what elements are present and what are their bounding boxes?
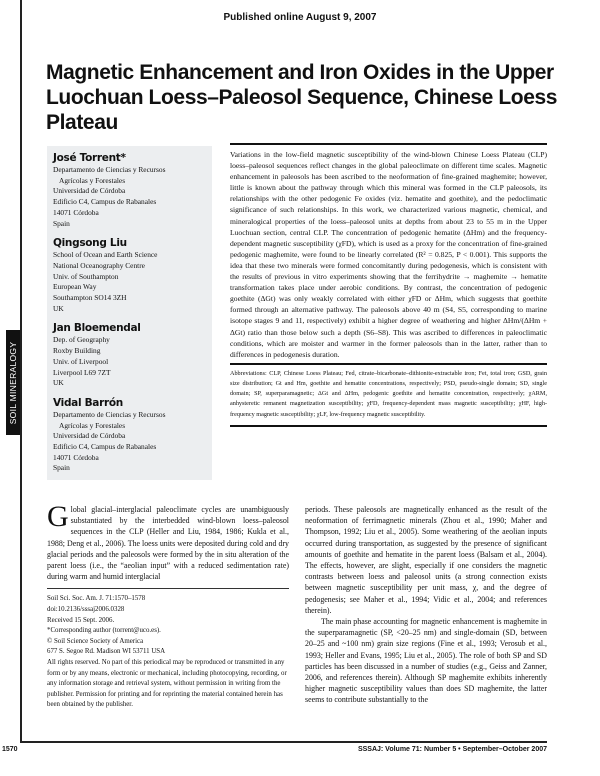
- author-affiliation-line: Spain: [53, 218, 70, 228]
- abbreviations: Abbreviations: CLP, Chinese Loess Plateau; Fed, citrate–bicarbonate–dithionite-extractable iron; Fet, total iron; GSD, grain size distribution; Gt and Hm, goethite and hematite concentrations, respectively; PSD, pseudo-single domain; SD, single domain; SP, superparamagnetic; ΔGt and ΔHm, pedogenic goethite and hematite concentration, respectively; χARM, anhysteretic remanent magnetization susceptibility; χFD, frequency-dependent mass magnetic susceptibility; χHF, high-frequency magnetic susceptibility; χLF, low-frequency magnetic susceptibility.: [230, 369, 547, 418]
- abstract-block: [230, 143, 547, 427]
- abbreviations-bottom-rule: [230, 425, 547, 427]
- author-name: Qingsong Liu: [53, 237, 127, 250]
- body-paragraph: The main phase accounting for magnetic enhancement is maghemite in the superparamagnetic (SP, <20–25 nm) and single-domain (SD, between 20–25 and ~100 nm) grain size regions (Fine et al., 1993; Verosub et al., 1993; Heller and Evans, 1995; Liu et al., 2005). The role of both SP and SD particles has been discussed in a number of studies (e.g., Geiss and Zanner, 2006, and references therein). Although SP maghemite exhibits inherently higher magnetic susceptibility values than does SD maghemite, the latter seems to contribute substantially to the: [305, 617, 547, 705]
- author-name: Vidal Barrón: [53, 396, 123, 409]
- note-line: Soil Sci. Soc. Am. J. 71:1570–1578: [47, 595, 146, 603]
- author-affiliation-line: European Way: [53, 282, 97, 292]
- author-affiliation-line: Universidad de Córdoba: [53, 431, 126, 441]
- author-entry: [53, 152, 212, 229]
- author-affiliation-line: National Oceanography Centre: [53, 260, 145, 270]
- body-paragraph-left: [47, 500, 289, 582]
- note-line: All rights reserved. No part of this periodical may be reproduced or transmitted in any form or by any means, electronic or mechanical, including photocopying, recording, or any information storage and retrieval system, without permission in writing from the publisher. Permission for printing and for reprinting the material contained herein has been obtained by the publisher.: [47, 658, 287, 709]
- author-entry: [53, 397, 212, 474]
- article-title: Magnetic Enhancement and Iron Oxides in the Upper Luochuan Loess–Paleosol Sequence, Chinese Loess Plateau: [46, 61, 558, 134]
- note-line: © Soil Science Society of America: [47, 637, 144, 645]
- author-affiliation-line: Departamento de Ciencias y Recursos: [53, 165, 166, 174]
- abstract-bottom-rule: [230, 363, 547, 365]
- author-entry: [53, 237, 212, 314]
- author-affiliation-line: 14071 Córdoba: [53, 452, 99, 462]
- author-affiliation-line: UK: [53, 378, 64, 388]
- page-number: 1570: [2, 746, 18, 753]
- abstract: Variations in the low-field magnetic susceptibility of the wind-blown Chinese Loess Plateau (CLP) loess–paleosol sequences reflect changes in the global paleoclimate on different time scales. Magnetic enhancement in paleosols has been ascribed to the neoformation of fine-grained maghemite; however, little is known about the pathway through which this mineral was formed in the CLP paleosols, its relationships with the other pedogenic Fe oxides (viz. hematite and goethite), and the pedoclimatic significance of such relationships. In this work, we characterized various magnetic, chemical, and mineralogical properties of the loess–paleosol units at depths from about 23 to 55 m in the Upper Luochuan section, central CLP. The concentration of pedogenic hematite (ΔHm) and the frequency-dependent magnetic susceptibility (χFD), which is used as a proxy for the concentration of fine-grained pedogenic maghemite, were found to be linearly correlated (R² = 0.825, P < 0.001). This supports the idea that these two minerals were formed concomitantly during pedogenesis, which is consistent with the results of previous in vitro experiments showing that the ferrihydrite → maghemite → hematite transformation takes place under aerobic conditions. By contrast, the concentration of pedogenic goethite (ΔGt) was only weakly correlated with either χFD or ΔHm, which suggests that goethite formed through an alternative pathway. The paleosols above 40 m (S4, S5, corresponding to marine isotope stages 9 and 11, respectively) exhibit a higher degree of weathering and higher ΔHm/(ΔHm + ΔGt) ratio than those below such a depth (S6–S8). This was ascribed to differences in paleoclimatic conditions, which are moister and warmer in the former paleosols than in the latter, rather than to differences in pedogenesis duration.: [230, 150, 547, 359]
- author-affiliation-line: Edificio C4, Campus de Rabanales: [53, 197, 157, 207]
- section-tab: [6, 330, 20, 435]
- author-affiliation-line: UK: [53, 303, 64, 313]
- note-line: doi:10.2136/sssaj2006.0328: [47, 606, 125, 614]
- author-affiliation-line: Southampton SO14 3ZH: [53, 293, 127, 303]
- margin-rule: [20, 0, 22, 742]
- note-line: 677 S. Segoe Rd. Madison WI 53711 USA: [47, 648, 166, 656]
- journal-footer: SSSAJ: Volume 71: Number 5 • September–October 2007: [357, 746, 547, 753]
- note-line: *Corresponding author (torrent@uco.es).: [47, 627, 161, 635]
- footer-rule: [20, 741, 547, 743]
- drop-cap: G: [47, 500, 69, 533]
- author-affiliation-line: Univ. of Southampton: [53, 271, 119, 281]
- author-affiliation-line: Spain: [53, 463, 70, 473]
- author-affiliation-line: Liverpool L69 7ZT: [53, 367, 111, 377]
- author-affiliation-line: Departamento de Ciencias y Recursos: [53, 409, 166, 419]
- author-affiliation-line: Roxby Building: [53, 346, 101, 356]
- author-affiliation-line: Edificio C4, Campus de Rabanales: [53, 442, 157, 452]
- author-box: [47, 146, 212, 480]
- author-affiliation-line: Agrícolas y Forestales: [59, 175, 126, 185]
- published-date: Published online August 9, 2007: [223, 12, 377, 23]
- author-affiliation-line: 14071 Córdoba: [53, 207, 99, 217]
- author-name: José Torrent*: [53, 152, 126, 164]
- abstract-top-rule: [230, 143, 547, 145]
- note-line: Received 15 Sept. 2006.: [47, 616, 115, 624]
- author-affiliation-line: Universidad de Córdoba: [53, 186, 126, 196]
- author-affiliation-line: Agrícolas y Forestales: [59, 420, 126, 430]
- article-notes: [47, 588, 289, 711]
- section-tab-label: SOIL MINERALOGY: [8, 341, 18, 424]
- body-column-right: [305, 504, 547, 706]
- author-affiliation-line: Univ. of Liverpool: [53, 356, 109, 366]
- author-entry: [53, 322, 212, 389]
- author-name: Jan Bloemendal: [53, 322, 141, 335]
- body-paragraph: lobal glacial–interglacial paleoclimate cycles are unambiguously substantiated by the interbedded wind-blown loess–paleosol sequences in the CLP (Heller and Liu, 1984, 1986; Kukla et al., 1988; Deng et al., 2006). The loess units were deposited during cold and dry glacial periods and the paleosols were formed by the in situ alteration of the parent loess (i.e., the “aeolian input” with a reduced sedimentation rate) during warm and humid interglacial: [47, 505, 289, 582]
- body-paragraph: periods. These paleosols are magnetically enhanced as the result of the neoformation of ferrimagnetic minerals (Zhou et al., 1990; Maher and Thompson, 1992; Liu et al., 2005). Some weathering of the aeolian inputs occurred during transportation, as suggested by the presence of significant amounts of goethite and hematite in the parent loess (Balsam et al., 2004). The effects, however, are slight, especially if one considers the magnetic contrasts between loess and paleosol units (a strong connection exists between magnetic susceptibility per unit mass, χ, and the degree of pedogenesis; see Maher et al., 1994; Vidic et al., 2004; and references therein).: [305, 505, 547, 615]
- body-column-left: [47, 500, 289, 711]
- author-affiliation-line: School of Ocean and Earth Science: [53, 250, 158, 260]
- author-affiliation-line: Dep. of Geography: [53, 335, 110, 345]
